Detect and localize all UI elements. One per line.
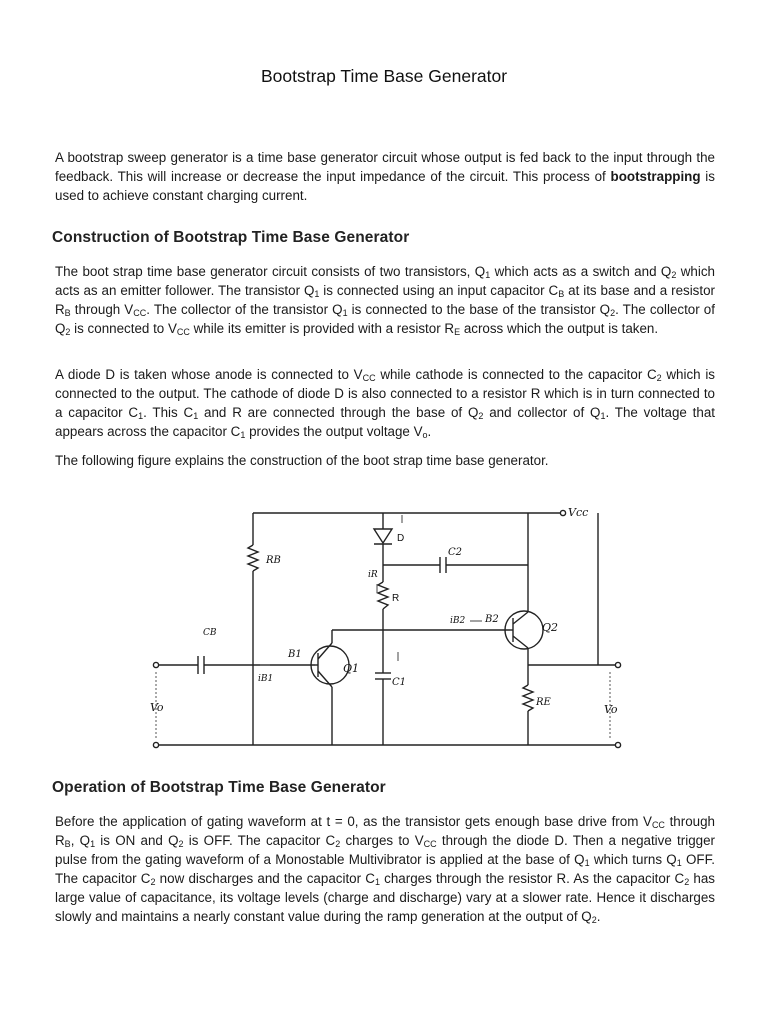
- re-label: RE: [536, 697, 551, 708]
- text-run: which acts as a switch and Q: [490, 264, 672, 279]
- c2-label: C2: [448, 547, 463, 558]
- construction-paragraph-2: [55, 365, 715, 441]
- rb-label: RB: [266, 555, 281, 566]
- subscript: CC: [362, 373, 376, 383]
- text-run: is connected using an input capacitor C: [319, 283, 559, 298]
- text-run: through R: [55, 814, 716, 848]
- q2-label: Q2: [542, 621, 559, 634]
- subscript: CC: [423, 839, 437, 849]
- b1-label: B1: [288, 649, 302, 660]
- subscript: B: [558, 289, 565, 299]
- text-run: . The voltage that appears across the capacitor C: [55, 405, 716, 439]
- text-run: , Q: [70, 833, 91, 848]
- text-run: OFF. The capacitor C: [55, 852, 715, 886]
- operation-heading: Operation of Bootstrap Time Base Generator: [52, 779, 386, 796]
- subscript: 2: [65, 327, 71, 337]
- text-run: which turns Q: [589, 852, 677, 867]
- subscript: 1: [240, 430, 246, 440]
- text-run: and R are connected through the base of Q: [198, 405, 479, 420]
- text-run: Before the application of gating waveform at t = 0, as the transistor gets enough base drive from V: [55, 814, 652, 829]
- subscript: 2: [335, 839, 341, 849]
- subscript: 1: [600, 411, 606, 421]
- intro-paragraph: [55, 148, 715, 205]
- subscript: CC: [133, 308, 147, 318]
- text-run: is OFF. The capacitor C: [183, 833, 336, 848]
- text-run: .: [427, 424, 432, 439]
- subscript: 1: [676, 858, 682, 868]
- text-run: is connected to V: [70, 321, 177, 336]
- subscript: E: [454, 327, 461, 337]
- subscript: 1: [314, 289, 320, 299]
- text-run: through the diode D. Then a negative trigger pulse from the gating waveform of a Monostable Multivibrator is applied at the base of Q: [55, 833, 715, 867]
- construction-paragraph-3: The following figure explains the construction of the boot strap time base generator.: [55, 453, 549, 468]
- subscript: 1: [584, 858, 590, 868]
- text-run: which acts as an emitter follower. The transistor Q: [55, 264, 715, 298]
- subscript: CC: [176, 327, 190, 337]
- subscript: 1: [138, 411, 144, 421]
- operation-paragraph: [55, 812, 715, 926]
- subscript: 1: [374, 877, 380, 887]
- text-run: is connected to the base of the transistor Q: [347, 302, 611, 317]
- q1-label: Q1: [343, 662, 360, 675]
- text-run: while its emitter is provided with a resistor R: [189, 321, 455, 336]
- subscript: B: [64, 308, 71, 318]
- subscript: 2: [671, 270, 677, 280]
- subscript: 2: [150, 877, 156, 887]
- text-run: .: [596, 909, 601, 924]
- subscript: 2: [610, 308, 616, 318]
- subscript: 2: [178, 839, 184, 849]
- text-run: at its base and a resistor R: [55, 283, 716, 317]
- intro-text-end: is used to achieve constant charging current.: [55, 169, 715, 203]
- text-run: while cathode is connected to the capacitor C: [375, 367, 657, 382]
- text-run: through V: [70, 302, 134, 317]
- vo-left-label: Vo: [150, 701, 164, 714]
- c1-label: C1: [392, 677, 407, 688]
- subscript: 2: [478, 411, 484, 421]
- text-run: is ON and Q: [95, 833, 179, 848]
- text-run: The boot strap time base generator circuit consists of two transistors, Q: [55, 264, 486, 279]
- page-title: Bootstrap Time Base Generator: [260, 66, 508, 86]
- intro-bold-term: bootstrapping: [610, 169, 701, 184]
- construction-paragraph-1: [55, 262, 715, 338]
- subscript: B: [64, 839, 71, 849]
- subscript: 2: [684, 877, 690, 887]
- text-run: and collector of Q: [483, 405, 601, 420]
- ib1-label: iB1: [258, 674, 274, 684]
- vo-right-label: Vo: [604, 703, 618, 716]
- text-run: charges to V: [340, 833, 424, 848]
- construction-heading: Construction of Bootstrap Time Base Generator: [52, 229, 410, 246]
- cb-label: CB: [203, 628, 217, 638]
- b2-label: B2: [485, 614, 499, 625]
- diode-label: D: [397, 533, 405, 544]
- subscript: 2: [656, 373, 662, 383]
- vcc-label: Vcc: [568, 506, 589, 519]
- subscript: 1: [90, 839, 96, 849]
- text-run: . This C: [143, 405, 194, 420]
- text-run: . The collector of Q: [55, 302, 715, 336]
- subscript: 1: [193, 411, 199, 421]
- ib2-label: iB2: [450, 616, 466, 626]
- intro-text: A bootstrap sweep generator is a time base generator circuit whose output is fed back to the input through the feedback. This will increase or decrease the input impedance of the circuit. This process of: [55, 150, 715, 184]
- circuit-diagram: [140, 495, 640, 760]
- subscript: 1: [485, 270, 491, 280]
- text-run: charges through the resistor R. As the capacitor C: [379, 871, 685, 886]
- text-run: provides the output voltage V: [245, 424, 423, 439]
- r-label: R: [392, 593, 400, 604]
- subscript: 2: [591, 915, 597, 925]
- subscript: 1: [342, 308, 348, 318]
- text-run: across which the output is taken.: [460, 321, 659, 336]
- text-run: now discharges and the capacitor C: [155, 871, 375, 886]
- ir-label: iR: [368, 570, 378, 580]
- subscript: CC: [651, 820, 665, 830]
- text-run: has large value of capacitance, its voltage levels (charge and discharge) vary at a slower rate. Hence it discharges slowly and maintains a nearly constant value during the ramp generation at the output of Q: [55, 871, 715, 924]
- text-run: which is connected to the output. The cathode of diode D is also connected to a resistor R which is in turn connected to a capacitor C: [55, 367, 716, 420]
- text-run: A diode D is taken whose anode is connected to V: [55, 367, 363, 382]
- subscript: o: [422, 430, 428, 440]
- text-run: . The collector of the transistor Q: [146, 302, 343, 317]
